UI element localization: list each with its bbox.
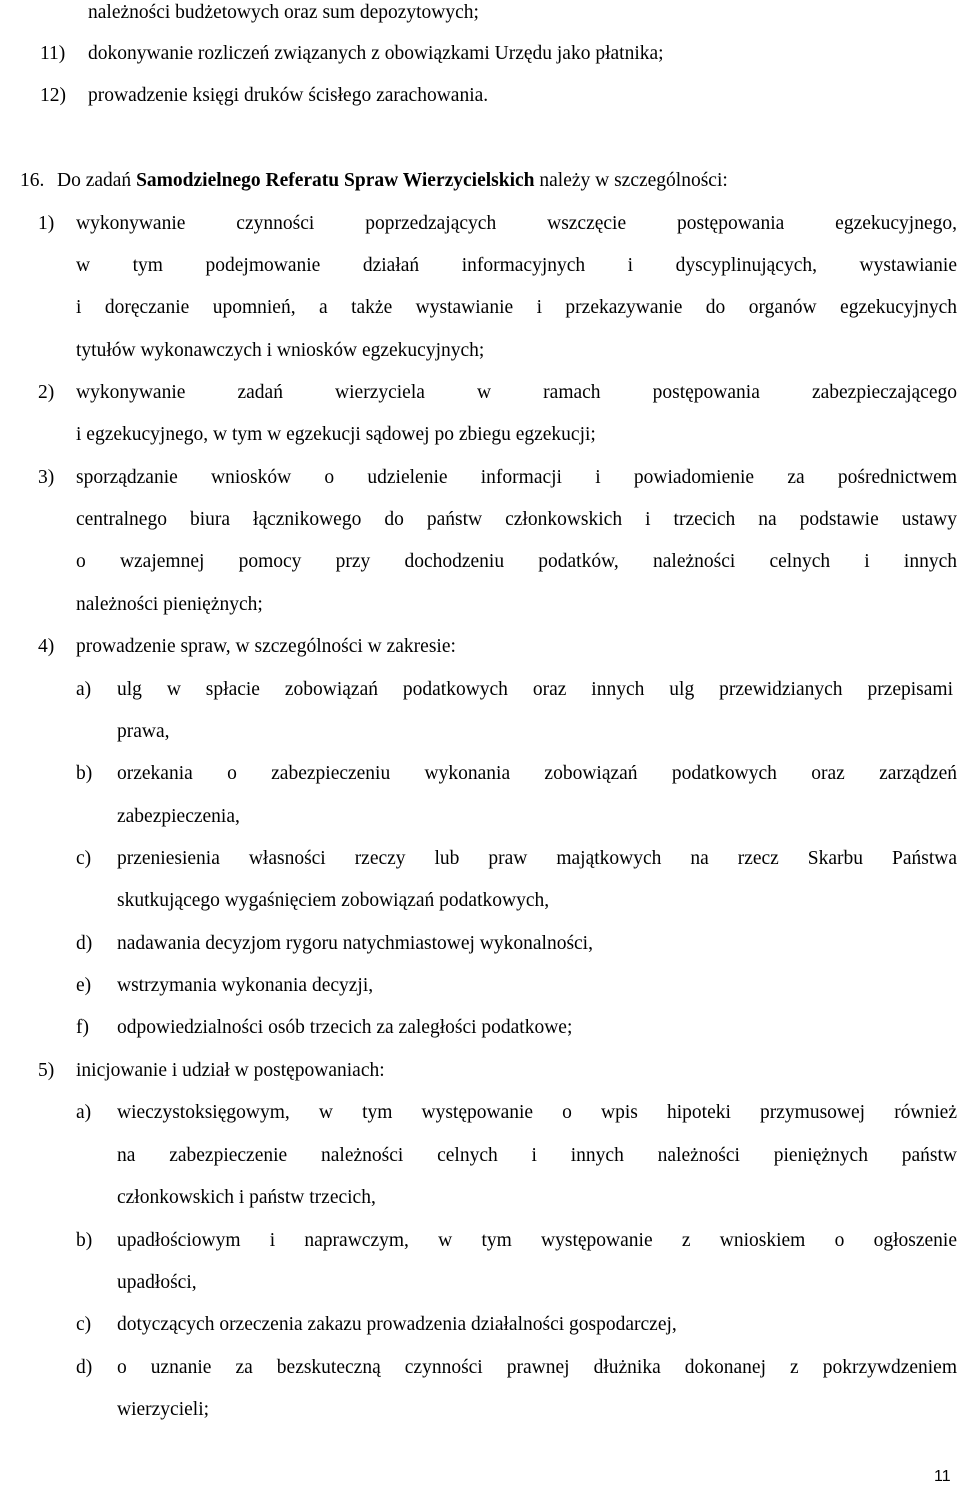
section-lead-post: należy w szczególności: — [539, 170, 728, 191]
section-lead-bold: Samodzielnego Referatu Spraw Wierzycielskich — [136, 170, 535, 191]
subitem-letter: d) — [76, 1357, 93, 1378]
subitem-line: na zabezpieczenie należności celnych i innych należności pieniężnych państw — [117, 1145, 957, 1166]
subitem-line: dotyczących orzeczenia zakazu prowadzenia działalności gospodarczej, — [117, 1314, 677, 1335]
subitem-line: wierzycieli; — [117, 1399, 210, 1420]
item-text: prowadzenie księgi druków ścisłego zarachowania. — [88, 85, 489, 106]
subitem-line: upadłości, — [117, 1272, 197, 1293]
subitem-letter: a) — [76, 679, 92, 700]
item-number: 4) — [38, 636, 55, 657]
item-line: tytułów wykonawczych i wniosków egzekucyjnych; — [76, 340, 485, 361]
subitem-letter: a) — [76, 1102, 92, 1123]
item-line: w tym podejmowanie działań informacyjnych i dyscyplinujących, wystawianie — [76, 255, 957, 276]
subitem-letter: b) — [76, 763, 93, 784]
item-text: dokonywanie rozliczeń związanych z obowiązkami Urzędu jako płatnika; — [88, 43, 664, 64]
section-lead-pre: Do zadań — [57, 170, 132, 191]
item-line: i doręczanie upomnień, a także wystawianie i przekazywanie do organów egzekucyjnych — [76, 297, 957, 318]
section-number: 16. — [20, 170, 45, 191]
subitem-line: zabezpieczenia, — [117, 806, 240, 827]
subitem-line: przeniesienia własności rzeczy lub praw majątkowych na rzecz Skarbu Państwa — [117, 848, 957, 869]
item-line: centralnego biura łącznikowego do państw członkowskich i trzecich na podstawie ustawy — [76, 509, 957, 530]
item-number: 12) — [40, 85, 66, 106]
item-line: wykonywanie zadań wierzyciela w ramach postępowania zabezpieczającego — [76, 382, 957, 403]
item-number: 5) — [38, 1060, 55, 1081]
subitem-letter: c) — [76, 1314, 92, 1335]
subitem-line: członkowskich i państw trzecich, — [117, 1187, 376, 1208]
subitem-line: upadłościowym i naprawczym, w tym występowanie z wnioskiem o ogłoszenie — [117, 1230, 957, 1251]
section-lead — [57, 168, 728, 194]
subitem-line: prawa, — [117, 721, 170, 742]
subitem-letter: e) — [76, 975, 92, 996]
subitem-line: skutkującego wygaśnięciem zobowiązań podatkowych, — [117, 890, 550, 911]
subitem-line: odpowiedzialności osób trzecich za zaległości podatkowe; — [117, 1017, 573, 1038]
item-line: wykonywanie czynności poprzedzających wszczęcie postępowania egzekucyjnego, — [76, 213, 957, 234]
subitem-line: orzekania o zabezpieczeniu wykonania zobowiązań podatkowych oraz zarządzeń — [117, 763, 957, 784]
subitem-letter: b) — [76, 1230, 93, 1251]
subitem-line: wstrzymania wykonania decyzji, — [117, 975, 374, 996]
page-number: 11 — [934, 1468, 951, 1485]
item-number: 2) — [38, 382, 55, 403]
subitem-line: wieczystoksięgowym, w tym występowanie o wpis hipoteki przymusowej również — [117, 1102, 957, 1123]
subitem-letter: d) — [76, 933, 93, 954]
item-line: sporządzanie wniosków o udzielenie informacji i powiadomienie za pośrednictwem — [76, 467, 957, 488]
item-number: 1) — [38, 213, 55, 234]
subitem-line: o uznanie za bezskuteczną czynności prawnej dłużnika dokonanej z pokrzywdzeniem — [117, 1357, 957, 1378]
subitem-line: nadawania decyzjom rygoru natychmiastowej wykonalności, — [117, 933, 593, 954]
item-line: o wzajemnej pomocy przy dochodzeniu podatków, należności celnych i innych — [76, 551, 957, 572]
item-line: i egzekucyjnego, w tym w egzekucji sądowej po zbiegu egzekucji; — [76, 424, 596, 445]
item-number: 11) — [40, 43, 66, 64]
item-lead: inicjowanie i udział w postępowaniach: — [76, 1060, 385, 1081]
intro-line: należności budżetowych oraz sum depozytowych; — [88, 2, 479, 23]
subitem-letter: c) — [76, 848, 92, 869]
subitem-letter: f) — [76, 1017, 89, 1038]
item-line: należności pieniężnych; — [76, 594, 263, 615]
item-number: 3) — [38, 467, 55, 488]
subitem-line: ulg w spłacie zobowiązań podatkowych oraz innych ulg przewidzianych przepisami — [117, 679, 953, 700]
item-lead: prowadzenie spraw, w szczególności w zakresie: — [76, 636, 456, 657]
